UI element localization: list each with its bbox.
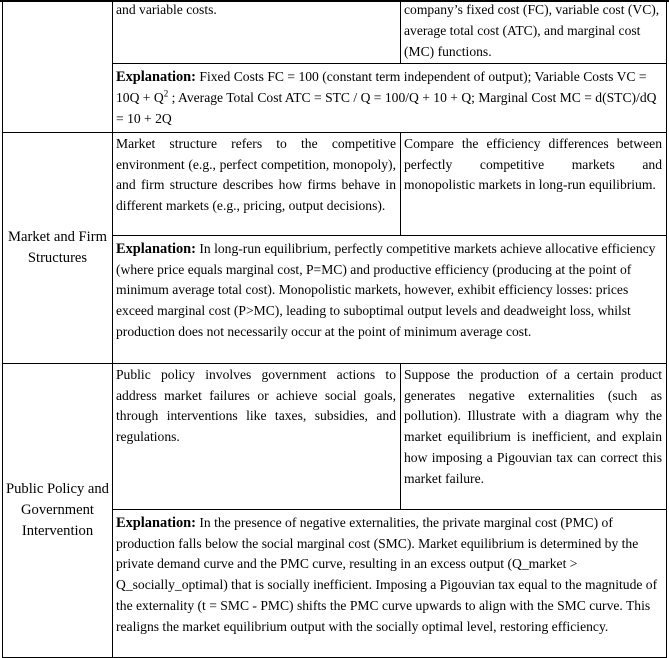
question-text: Suppose the production of a certain product generates negative externalities (such as pollution). Illustrate with a diagram why the market equilibrium is inefficient, and explain how imposing a Pigouvian tax can correct this market failure. [404, 366, 662, 486]
explanation-label: Explanation: [116, 69, 196, 86]
table-row-policy-content [3, 363, 667, 509]
topic-label: Public Policy and Government Intervention [6, 480, 109, 539]
explanation-cell-cost [113, 64, 667, 132]
question-cell-market [401, 132, 667, 235]
explanation-cell-policy [113, 509, 667, 657]
topic-cell-policy [3, 363, 113, 657]
table-row-cost-explanation [3, 64, 667, 132]
table-row-cost-content [3, 0, 667, 64]
explanation-text: Fixed Costs FC = 100 (constant term independent of output); Variable Costs VC = 10Q + Q [116, 69, 647, 106]
table-row-market-content [3, 132, 667, 235]
concept-cell-market [113, 132, 401, 235]
question-cell-cost [401, 0, 667, 64]
concept-cell-policy [113, 363, 401, 509]
superscript-2: 2 [163, 88, 169, 99]
concept-text: and variable costs. [116, 2, 217, 17]
explanation-label: Explanation: [116, 240, 196, 257]
topic-cell-market [3, 132, 113, 363]
explanation-cell-market [113, 235, 667, 363]
question-cell-policy [401, 363, 667, 509]
economics-table [2, 0, 667, 658]
explanation-text: In the presence of negative externalities, the private marginal cost (PMC) of production falls below the social marginal cost (SMC). Market equilibrium is determined by the private demand curve and the PMC curve, resulting in an excess output (Q_market > Q_socially_optimal) that is socially inefficient. Imposing a Pigouvian tax equal to the magnitude of the externality (t = SMC - PMC) shifts the PMC curve upwards to align with the SMC curve. This realigns the market equilibrium output with the socially optimal level, restoring efficiency. [116, 514, 658, 634]
explanation-text: In long-run equilibrium, perfectly competitive markets achieve allocative efficiency (where price equals marginal cost, P=MC) and productive efficiency (producing at the point of minimum average total cost). Monopolistic markets, however, exhibit efficiency losses: prices exceed marginal cost (P>MC), leading to suboptimal output levels and deadweight loss, whilst production does not necessarily occur at the point of minimum average cost. [116, 240, 656, 339]
question-text: Compare the efficiency differences between perfectly competitive markets and monopolistic markets in long-run equilibrium. [404, 135, 662, 193]
topic-cell-cost [3, 0, 113, 64]
topic-cell-cost-cont [3, 64, 113, 132]
concept-cell-cost [113, 0, 401, 64]
topic-label: Market and Firm Structures [8, 228, 107, 266]
explanation-text-cont: ; Average Total Cost ATC = STC / Q = 100/Q + 10 + Q; Marginal Cost MC = d(STC)/dQ = 10 + 2Q [116, 90, 657, 126]
explanation-label: Explanation: [116, 514, 196, 531]
concept-text: Public policy involves government actions to address market failures or achieve social goals, through interventions like taxes, subsidies, and regulations. [116, 366, 396, 445]
concept-text: Market structure refers to the competitive environment (e.g., perfect competition, monopoly), and firm structure describes how firms behave in different markets (e.g., pricing, output decisions). [116, 135, 396, 214]
question-text: company’s fixed cost (FC), variable cost (VC), average total cost (ATC), and marginal cost (MC) functions. [404, 2, 660, 59]
